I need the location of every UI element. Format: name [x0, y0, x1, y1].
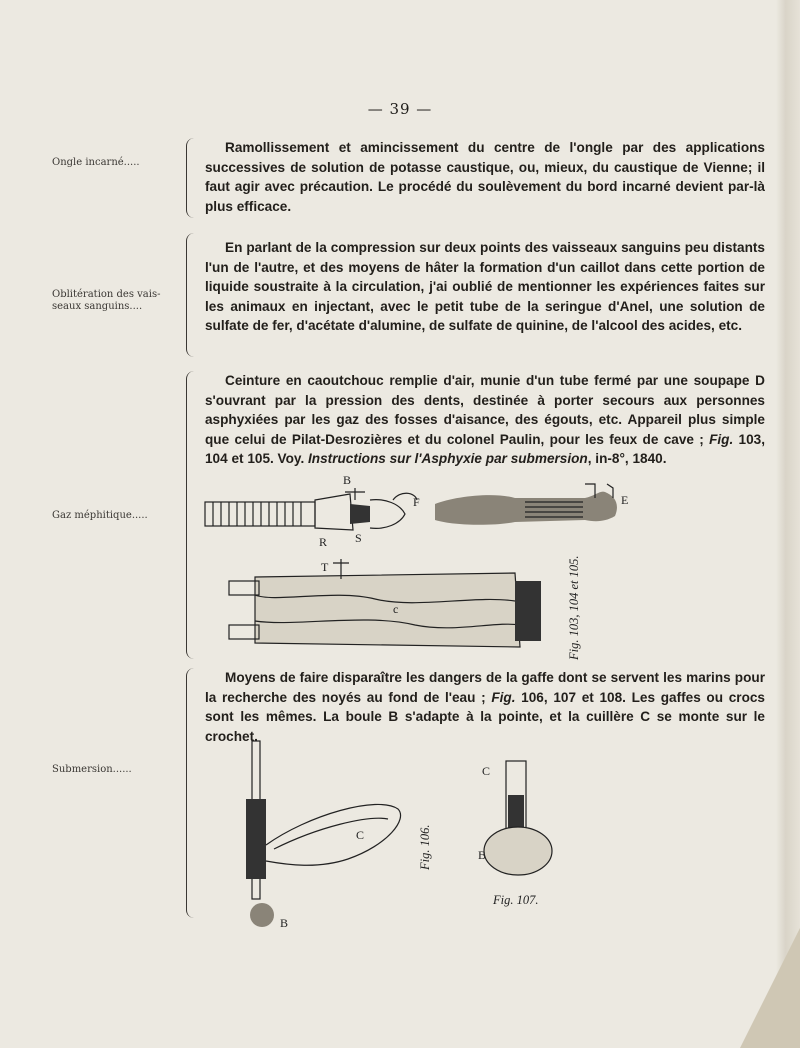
fig106-caption: Fig. 106. — [418, 824, 432, 870]
fig104-label-e: E — [621, 493, 629, 507]
ceinture-text-before: Ceinture en caoutchouc remplie d'air, munie d'un tube fermé par une soupape D s'ouvrant par la pression des dents, destinée à porter secours aux personnes asphyxiées par les gaz des fosses d'aisance, des égouts, etc. Appareil plus simple que celui de Pilat-Desrozières et du colonel Paulin, pour les feux de cave ; — [205, 373, 765, 447]
fig105-label-t: T — [321, 560, 329, 574]
margin-note-submersion: Submersion...... — [52, 764, 132, 775]
figure-105-illustration — [215, 555, 560, 665]
figure-106-illustration — [228, 735, 418, 935]
fig106-pole-ferrule — [246, 799, 266, 879]
margin-note-obliteration-line2: seaux sanguins.... — [52, 301, 143, 312]
fig105-belt-body — [255, 573, 520, 647]
ceinture-book-title: Instructions sur l'Asphyxie par submersion — [308, 451, 588, 467]
fig106-spoon-inner — [274, 818, 388, 849]
fig107-label-c: C — [482, 764, 491, 778]
fig107-caption: Fig. 107. — [493, 893, 539, 907]
margin-note-gaz: Gaz méphitique..... — [52, 510, 148, 521]
paragraph-compression: En parlant de la compression sur deux points des vaisseaux sanguins peu distants l'un de l'autre, et des moyens de hâter la formation d'un caillot dans cette portion de liquide soustraite à la circulation, j'ai oublié de mentionner les expériences faites sur les animaux en injectant, avec le petit tube de la seringue d'Anel, une solution de sulfate de fer, d'acétate d'alumine, de sulfate de quinine, de l'alcool des acides, etc. — [205, 240, 765, 334]
margin-note-obliteration-line1: Oblitération des vais- — [52, 289, 161, 300]
fig103-label-b: B — [343, 473, 352, 487]
fig103-valve — [350, 504, 370, 524]
paragraph-ramollissement: Ramollissement et amincissement du centre de l'ongle par des applications successives de solution de potasse caustique, ou, mieux, du caustique de Vienne; il faut agir avec précaution. Le procédé du soulèvement du bord incarné devient par-là plus efficace. — [205, 140, 765, 214]
figure-107-illustration — [478, 755, 568, 885]
fig107-shaft-fitting — [508, 795, 524, 831]
gaffe-text-after: 106, 107 et 108. Les gaffes ou crocs sont les mêmes. La boule B s'adapte à la pointe, et la cuillère C se monte sur le crochet. — [205, 689, 765, 744]
fig105-label-c: c — [393, 602, 399, 616]
fig104-rubber-hose — [435, 492, 617, 525]
brace-obliteration — [186, 233, 197, 357]
fig103-tube-graduations — [213, 502, 301, 526]
gaffe-text-before: Moyens de faire disparaître les dangers de la gaffe dont se servent les marins pour la recherche des noyés au fond de l'eau ; — [205, 670, 765, 705]
page-number: — 39 — — [367, 100, 433, 118]
fig106-ball — [250, 903, 274, 927]
fig103-mouthpiece — [370, 500, 405, 529]
brace-ongle — [186, 138, 197, 218]
gaffe-fig-ref: Fig. — [491, 689, 516, 705]
fig103-label-r: R — [319, 535, 328, 549]
fig106-hook-spoon — [266, 804, 401, 865]
ceinture-fig-ref: Fig. — [709, 431, 734, 447]
fig105-buckle-right — [515, 581, 541, 641]
page-corner-fold — [740, 928, 800, 1048]
fig107-label-b: B — [478, 848, 487, 862]
fig106-label-c: C — [356, 828, 365, 842]
paragraph-ceinture — [205, 371, 765, 469]
fig103-label-f: F — [413, 495, 420, 509]
margin-note-ongle: Ongle incarné..... — [52, 157, 140, 168]
fig103-label-s: S — [355, 531, 362, 545]
fig103-105-caption: Fig. 103, 104 et 105. — [567, 555, 581, 660]
brace-submersion — [186, 668, 197, 918]
fig106-label-b: B — [280, 916, 289, 930]
fig103-collar — [315, 494, 353, 530]
figure-103-104-illustration — [195, 470, 785, 550]
ceinture-text-after: , in-8°, 1840. — [587, 451, 667, 467]
ceinture-text-middle: 103, 104 et 105. Voy. — [205, 431, 766, 467]
